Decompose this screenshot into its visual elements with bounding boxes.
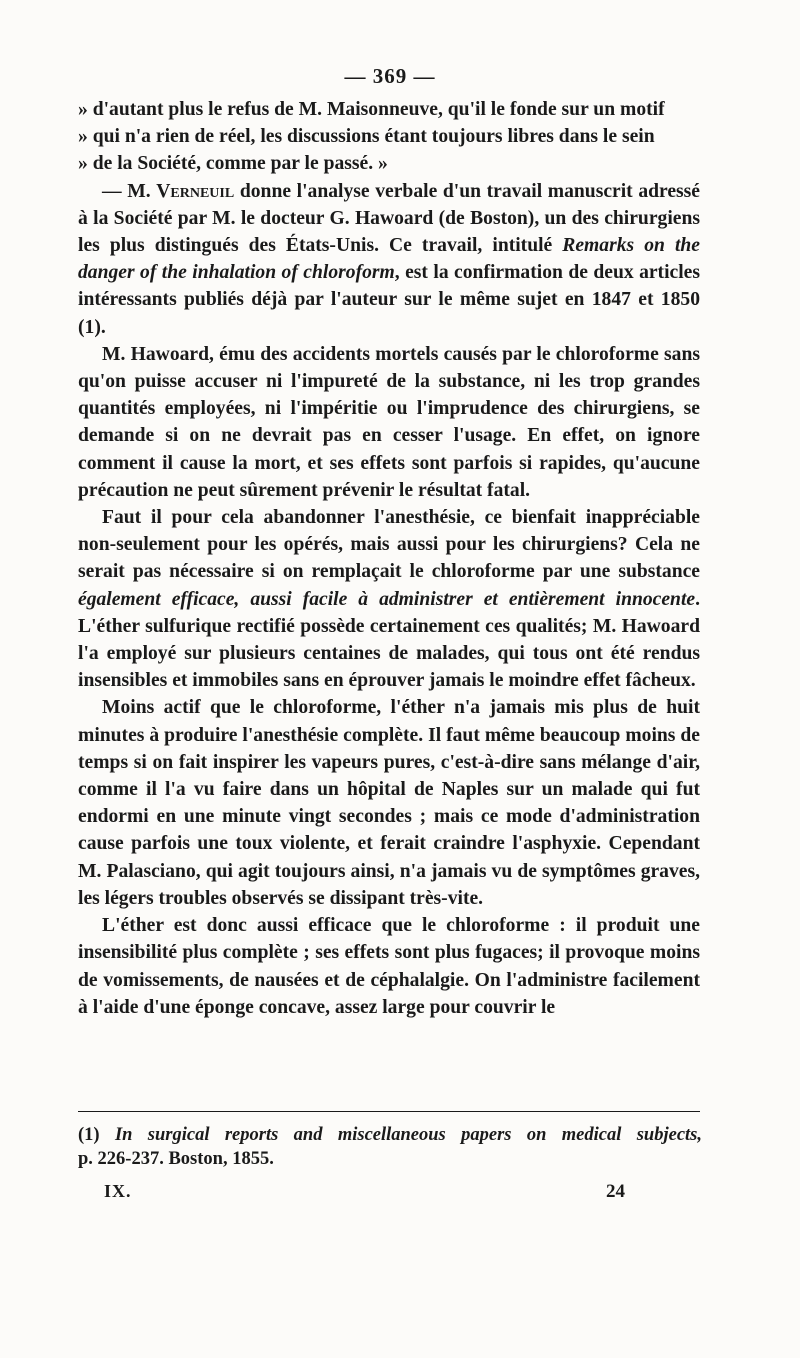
- quote-line: [78, 123, 700, 150]
- paragraph-verneuil-text-b: , est la confirmation de deux articles intéressants publiés déjà par l'auteur sur le même sujet en 1847 et 1850 (1).: [78, 262, 700, 338]
- footnote-divider: [78, 1111, 700, 1112]
- paragraph-ether: L'éther est donc aussi efficace que le chloroforme : il produit une insensibilité plus complète ; ses effets sont plus fugaces; il provoque moins de vomissements, de nausées et de céphalalgie. On l'administre facilement à l'aide d'une éponge concave, assez large pour couvrir le: [78, 915, 700, 1018]
- quote-line-3: » de la Société, comme par le passé. »: [78, 153, 388, 175]
- emphasis-phrase: également efficace, aussi facile à administrer et entièrement innocente: [78, 588, 696, 610]
- paragraph-anesthesie-text-a: Faut il pour cela abandonner l'anesthésie, ce bienfait inappréciable non-seulement pour les opérés, mais aussi pour les chirurgiens? Cela ne serait pas nécessaire si on remplaçait le chloroforme par une substance: [78, 507, 700, 583]
- footnote-title: In surgical reports and miscellaneous papers on medical subjects,: [114, 1125, 702, 1145]
- paragraph-verneuil: [78, 178, 700, 341]
- signature-number: 24: [606, 1181, 625, 1202]
- signature-mark: IX.: [104, 1181, 132, 1201]
- paragraph-anesthesie-text-b: . L'éther sulfurique rectifié possède certainement ces qualités; M. Hawoard l'a employé sur plusieurs centaines de malades, qui tous ont été rendus insensibles et immobiles sans en éprouver jamais le moindre effet fâcheux.: [78, 588, 700, 692]
- paragraph-hawoard: M. Hawoard, ému des accidents mortels causés par le chloroforme sans qu'on puisse accuser ni l'impureté de la substance, ni les trop grandes quantités employées, ni l'impéritie ou l'imprudence des chirurgiens, se demande si on ne devrait pas en cesser l'usage. En effet, on ignore comment il cause la mort, et ses effets sont parfois si rapides, qu'aucune précaution ne peut sûrement prévenir le résultat fatal.: [78, 343, 700, 501]
- work-title: Remarks on the danger of the inhalation of chloroform: [78, 235, 700, 284]
- paragraph-moins-actif: Moins actif que le chloroforme, l'éther n'a jamais mis plus de huit minutes à produire l'anesthésie complète. Il faut même beaucoup moins de temps si on fait inspirer les vapeurs pures, c'est-à-dire sans mélange d'air, comme il l'a vu faire dans un hôpital de Naples sur un malade qui fut endormi en une minute vingt secondes ; mais ce mode d'administration cause parfois une toux violente, et ferait craindre l'asphyxie. Cependant M. Palasciano, qui agit toujours ainsi, n'a jamais vu de symptômes graves, les légers troubles observés se dissipant très-vite.: [78, 697, 700, 909]
- footnote-citation: p. 226-237. Boston, 1855.: [78, 1149, 274, 1169]
- speaker-name: Verneuil: [156, 180, 235, 202]
- quote-line: [78, 96, 700, 123]
- quote-line-2: » qui n'a rien de réel, les discussions étant toujours libres dans le sein: [78, 126, 655, 148]
- speaker-prefix: — M.: [102, 180, 151, 202]
- paragraph-anesthesie: [78, 504, 700, 694]
- footnote-marker: (1): [78, 1125, 100, 1145]
- paragraph-verneuil-text-a: donne l'analyse verbale d'un travail manuscrit adressé à la Société par M. le docteur G. Hawoard (de Boston), un des chirurgiens les plus distingués des États-Unis. Ce travail, intitulé: [78, 180, 701, 257]
- quote-line-1: » d'autant plus le refus de M. Maisonneuve, qu'il le fonde sur un motif: [78, 99, 665, 120]
- body-text: [78, 96, 700, 1021]
- footnote: [78, 1123, 702, 1147]
- quote-line: [78, 150, 700, 177]
- page-number: — 369 —: [344, 64, 436, 88]
